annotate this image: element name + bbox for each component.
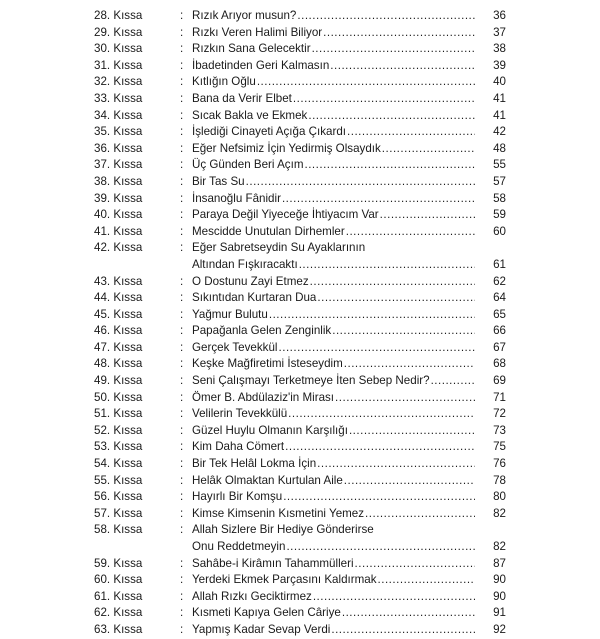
separator: : — [180, 75, 184, 89]
page-number: 40 — [493, 75, 506, 89]
story-title-text: Kim Daha Cömert — [192, 440, 285, 454]
page-number: 71 — [493, 390, 506, 404]
separator: : — [180, 241, 184, 255]
toc-entry[interactable] — [0, 8, 600, 25]
page-number: 37 — [493, 25, 506, 39]
story-number: 41. Kıssa — [94, 224, 143, 238]
story-title — [192, 141, 476, 158]
toc-entry[interactable] — [0, 556, 600, 573]
toc-entry[interactable] — [0, 240, 600, 273]
dot-leader — [344, 473, 475, 490]
story-title-text: Helâk Olmaktan Kurtulan Aile — [192, 473, 343, 487]
toc-entry[interactable] — [0, 423, 600, 440]
story-number: 33. Kıssa — [94, 91, 143, 105]
story-title — [192, 157, 476, 174]
toc-entry[interactable] — [0, 572, 600, 589]
toc-entry[interactable] — [0, 307, 600, 324]
page-number: 58 — [493, 191, 506, 205]
toc-entry[interactable] — [0, 473, 600, 490]
page-number: 48 — [493, 141, 506, 155]
page-number: 92 — [493, 622, 506, 636]
story-title — [192, 406, 476, 423]
story-title-text: Yapmış Kadar Sevap Verdi — [192, 622, 331, 636]
story-title — [192, 207, 476, 224]
story-title — [192, 41, 476, 58]
page-number: 61 — [493, 257, 506, 271]
page-number: 68 — [493, 357, 506, 371]
page-number: 90 — [493, 573, 506, 587]
story-title-text: Kıtlığın Oğlu — [192, 75, 256, 89]
separator: : — [180, 440, 184, 454]
dot-leader — [279, 340, 476, 357]
story-title-text: Üç Günden Beri Açım — [192, 158, 304, 172]
dot-leader — [299, 257, 475, 274]
page-number: 65 — [493, 307, 506, 321]
page-number: 87 — [493, 556, 506, 570]
story-title — [192, 191, 476, 208]
dot-leader — [285, 439, 475, 456]
toc-entry[interactable] — [0, 25, 600, 42]
dot-leader — [283, 489, 475, 506]
story-title — [192, 58, 476, 75]
story-title-text: O Dostunu Zayi Etmez — [192, 274, 309, 288]
table-of-contents — [0, 8, 600, 639]
story-number: 32. Kıssa — [94, 75, 143, 89]
separator: : — [180, 158, 184, 172]
separator: : — [180, 457, 184, 471]
dot-leader — [246, 174, 475, 191]
toc-entry[interactable] — [0, 390, 600, 407]
story-title — [192, 622, 476, 639]
separator: : — [180, 274, 184, 288]
separator: : — [180, 407, 184, 421]
separator: : — [180, 340, 184, 354]
dot-leader — [323, 25, 475, 42]
story-title-text: İşlediği Cinayeti Açığa Çıkardı — [192, 125, 347, 139]
page-number: 39 — [493, 58, 506, 72]
page-number: 60 — [493, 224, 506, 238]
story-number: 52. Kıssa — [94, 423, 143, 437]
page-number: 90 — [493, 589, 506, 603]
toc-entry[interactable] — [0, 91, 600, 108]
story-number: 36. Kıssa — [94, 141, 143, 155]
toc-entry[interactable] — [0, 290, 600, 307]
separator: : — [180, 25, 184, 39]
story-title-text: Allah Sizlere Bir Hediye Gönderirse — [192, 523, 374, 537]
dot-leader — [344, 356, 475, 373]
separator: : — [180, 42, 184, 56]
story-title — [192, 74, 476, 91]
toc-entry[interactable] — [0, 506, 600, 523]
story-number: 53. Kıssa — [94, 440, 143, 454]
separator: : — [180, 307, 184, 321]
page-number: 67 — [493, 340, 506, 354]
story-title — [192, 390, 476, 407]
page-number: 91 — [493, 606, 506, 620]
story-number: 28. Kıssa — [94, 9, 143, 22]
separator: : — [180, 589, 184, 603]
separator: : — [180, 473, 184, 487]
story-number: 55. Kıssa — [94, 473, 143, 487]
page-number: 78 — [493, 473, 506, 487]
story-number: 42. Kıssa — [94, 241, 143, 255]
story-title — [192, 174, 476, 191]
story-number: 57. Kıssa — [94, 506, 143, 520]
dot-leader — [365, 506, 475, 523]
story-title-text: Bir Tek Helâl Lokma İçin — [192, 457, 317, 471]
separator: : — [180, 108, 184, 122]
page-number: 57 — [493, 174, 506, 188]
story-number: 50. Kıssa — [94, 390, 143, 404]
story-number: 40. Kıssa — [94, 208, 143, 222]
separator: : — [180, 9, 184, 22]
toc-entry[interactable] — [0, 323, 600, 340]
story-title — [192, 224, 476, 241]
story-title — [192, 340, 476, 357]
story-number: 35. Kıssa — [94, 125, 143, 139]
page-number: 66 — [493, 324, 506, 338]
dot-leader — [304, 157, 475, 174]
toc-entry[interactable] — [0, 340, 600, 357]
story-title-text: Eğer Sabretseydin Su Ayaklarının — [192, 241, 366, 255]
toc-entry[interactable] — [0, 157, 600, 174]
story-title-text: Bana da Verir Elbet — [192, 91, 292, 105]
toc-entry[interactable] — [0, 191, 600, 208]
separator: : — [180, 324, 184, 338]
story-number: 30. Kıssa — [94, 42, 143, 56]
story-title — [192, 240, 476, 273]
toc-entry[interactable] — [0, 522, 600, 555]
story-title — [192, 323, 476, 340]
story-number: 39. Kıssa — [94, 191, 143, 205]
dot-leader — [313, 589, 475, 606]
separator: : — [180, 490, 184, 504]
page-number: 59 — [493, 208, 506, 222]
page-number: 69 — [493, 374, 506, 388]
toc-entry[interactable] — [0, 74, 600, 91]
dot-leader — [349, 423, 475, 440]
dot-leader — [310, 274, 475, 291]
story-title-text: Rızkı Veren Halimi Biliyor — [192, 25, 323, 39]
story-number: 63. Kıssa — [94, 622, 143, 636]
page-number: 62 — [493, 274, 506, 288]
story-number: 58. Kıssa — [94, 523, 143, 537]
story-title — [192, 91, 476, 108]
dot-leader — [286, 539, 475, 556]
story-number: 62. Kıssa — [94, 606, 143, 620]
story-title-text: Papağanla Gelen Zenginlik — [192, 324, 332, 338]
dot-leader — [331, 622, 475, 639]
separator: : — [180, 191, 184, 205]
page-number: 82 — [493, 540, 506, 553]
dot-leader — [355, 556, 475, 573]
dot-leader — [380, 207, 475, 224]
story-title-text: Sahâbe-i Kirâmın Tahammülleri — [192, 556, 354, 570]
separator: : — [180, 556, 184, 570]
story-number: 45. Kıssa — [94, 307, 143, 321]
story-title-text-line2: Altından Fışkıracaktı — [192, 257, 298, 271]
dot-leader — [317, 456, 475, 473]
story-title — [192, 124, 476, 141]
dot-leader — [347, 124, 475, 141]
story-title — [192, 572, 476, 589]
separator: : — [180, 374, 184, 388]
dot-leader — [257, 74, 475, 91]
story-title-text: Hayırlı Bir Komşu — [192, 490, 283, 504]
toc-entry[interactable] — [0, 41, 600, 58]
dot-leader — [288, 406, 475, 423]
toc-entry[interactable] — [0, 439, 600, 456]
dot-leader — [382, 141, 475, 158]
separator: : — [180, 357, 184, 371]
story-title — [192, 605, 476, 622]
story-title — [192, 290, 476, 307]
separator: : — [180, 91, 184, 105]
separator: : — [180, 573, 184, 587]
toc-entry[interactable] — [0, 274, 600, 291]
story-title — [192, 473, 476, 490]
story-title — [192, 274, 476, 291]
story-title — [192, 307, 476, 324]
toc-entry[interactable] — [0, 224, 600, 241]
toc-entry[interactable] — [0, 406, 600, 423]
dot-leader — [342, 605, 475, 622]
dot-leader — [297, 8, 475, 25]
separator: : — [180, 125, 184, 139]
page-number: 38 — [493, 42, 506, 56]
story-number: 49. Kıssa — [94, 374, 143, 388]
story-title-text: Yerdeki Ekmek Parçasını Kaldırmak — [192, 573, 377, 587]
page-number: 55 — [493, 158, 506, 172]
separator: : — [180, 423, 184, 437]
story-title-text: İnsanoğlu Fânidir — [192, 191, 281, 205]
page-number: 36 — [493, 9, 506, 22]
toc-entry[interactable] — [0, 58, 600, 75]
page-number: 42 — [493, 125, 506, 139]
page-number: 41 — [493, 91, 506, 105]
separator: : — [180, 58, 184, 72]
story-title-text: Rızık Arıyor musun? — [192, 9, 297, 22]
story-number: 61. Kıssa — [94, 589, 143, 603]
story-title — [192, 25, 476, 42]
toc-entry[interactable] — [0, 174, 600, 191]
story-title — [192, 356, 476, 373]
story-title-text: Seni Çalışmayı Terketmeye İten Sebep Nedir? — [192, 374, 430, 388]
story-title — [192, 489, 476, 506]
toc-entry[interactable] — [0, 124, 600, 141]
separator: : — [180, 622, 184, 636]
dot-leader — [308, 108, 475, 125]
separator: : — [180, 523, 184, 537]
toc-entry[interactable] — [0, 605, 600, 622]
story-number: 43. Kıssa — [94, 274, 143, 288]
dot-leader — [346, 224, 475, 241]
dot-leader — [282, 191, 475, 208]
story-title-text: Kimse Kimsenin Kısmetini Yemez — [192, 506, 365, 520]
dot-leader — [378, 572, 475, 589]
story-number: 47. Kıssa — [94, 340, 143, 354]
dot-leader — [312, 41, 475, 58]
story-number: 34. Kıssa — [94, 108, 143, 122]
story-title-text: Sıkıntıdan Kurtaran Dua — [192, 291, 317, 305]
separator: : — [180, 506, 184, 520]
dot-leader — [335, 390, 475, 407]
dot-leader — [332, 323, 475, 340]
story-number: 51. Kıssa — [94, 407, 143, 421]
story-title-text: Sıcak Bakla ve Ekmek — [192, 108, 308, 122]
story-number: 59. Kıssa — [94, 556, 143, 570]
dot-leader — [269, 307, 475, 324]
toc-entry[interactable] — [0, 141, 600, 158]
story-title — [192, 373, 476, 390]
story-title — [192, 108, 476, 125]
toc-entry[interactable] — [0, 456, 600, 473]
separator: : — [180, 141, 184, 155]
story-title-text: Mescidde Unutulan Dirhemler — [192, 224, 345, 238]
dot-leader — [431, 373, 475, 390]
story-title — [192, 506, 476, 523]
story-number: 60. Kıssa — [94, 573, 143, 587]
separator: : — [180, 174, 184, 188]
story-title-text: Eğer Nefsimiz İçin Yedirmiş Olsaydık — [192, 141, 381, 155]
story-title-text: Keşke Mağfiretimi İsteseydim — [192, 357, 343, 371]
story-number: 38. Kıssa — [94, 174, 143, 188]
page-number: 72 — [493, 407, 506, 421]
page-number: 75 — [493, 440, 506, 454]
story-title-text: Allah Rızkı Geciktirmez — [192, 589, 312, 603]
story-title-text: Bir Tas Su — [192, 174, 245, 188]
page-number: 41 — [493, 108, 506, 122]
page-number: 76 — [493, 457, 506, 471]
dot-leader — [317, 290, 475, 307]
toc-entry[interactable] — [0, 108, 600, 125]
story-number: 44. Kıssa — [94, 291, 143, 305]
story-title-text: Yağmur Bulutu — [192, 307, 268, 321]
toc-entry[interactable] — [0, 207, 600, 224]
page-number: 82 — [493, 506, 506, 520]
toc-entry[interactable] — [0, 622, 600, 639]
story-title — [192, 589, 476, 606]
story-title-text: Güzel Huylu Olmanın Karşılığı — [192, 423, 348, 437]
story-title-text: Ömer B. Abdülaziz'in Mirası — [192, 390, 335, 404]
toc-entry[interactable] — [0, 589, 600, 606]
page-number: 73 — [493, 423, 506, 437]
story-number: 37. Kıssa — [94, 158, 143, 172]
toc-entry[interactable] — [0, 356, 600, 373]
separator: : — [180, 390, 184, 404]
toc-entry[interactable] — [0, 489, 600, 506]
page-number: 80 — [493, 490, 506, 504]
story-title — [192, 423, 476, 440]
story-title-text-line2: Onu Reddetmeyin — [192, 540, 286, 553]
story-number: 48. Kıssa — [94, 357, 143, 371]
story-title — [192, 8, 476, 25]
story-title-text: Velilerin Tevekkülü — [192, 407, 288, 421]
dot-leader — [293, 91, 475, 108]
separator: : — [180, 291, 184, 305]
story-title-text: İbadetinden Geri Kalmasın — [192, 58, 330, 72]
story-title-text: Rızkın Sana Gelecektir — [192, 42, 311, 56]
story-title — [192, 556, 476, 573]
story-title-text: Gerçek Tevekkül — [192, 340, 278, 354]
separator: : — [180, 208, 184, 222]
story-title — [192, 439, 476, 456]
page-number: 64 — [493, 291, 506, 305]
story-title-text: Paraya Değil Yiyeceğe İhtiyacım Var — [192, 208, 379, 222]
dot-leader — [330, 58, 475, 75]
story-number: 54. Kıssa — [94, 457, 143, 471]
story-title — [192, 456, 476, 473]
story-number: 31. Kıssa — [94, 58, 143, 72]
separator: : — [180, 606, 184, 620]
separator: : — [180, 224, 184, 238]
story-number: 29. Kıssa — [94, 25, 143, 39]
story-number: 46. Kıssa — [94, 324, 143, 338]
story-number: 56. Kıssa — [94, 490, 143, 504]
toc-entry[interactable] — [0, 373, 600, 390]
story-title — [192, 522, 476, 555]
story-title-text: Kısmeti Kapıya Gelen Câriye — [192, 606, 341, 620]
